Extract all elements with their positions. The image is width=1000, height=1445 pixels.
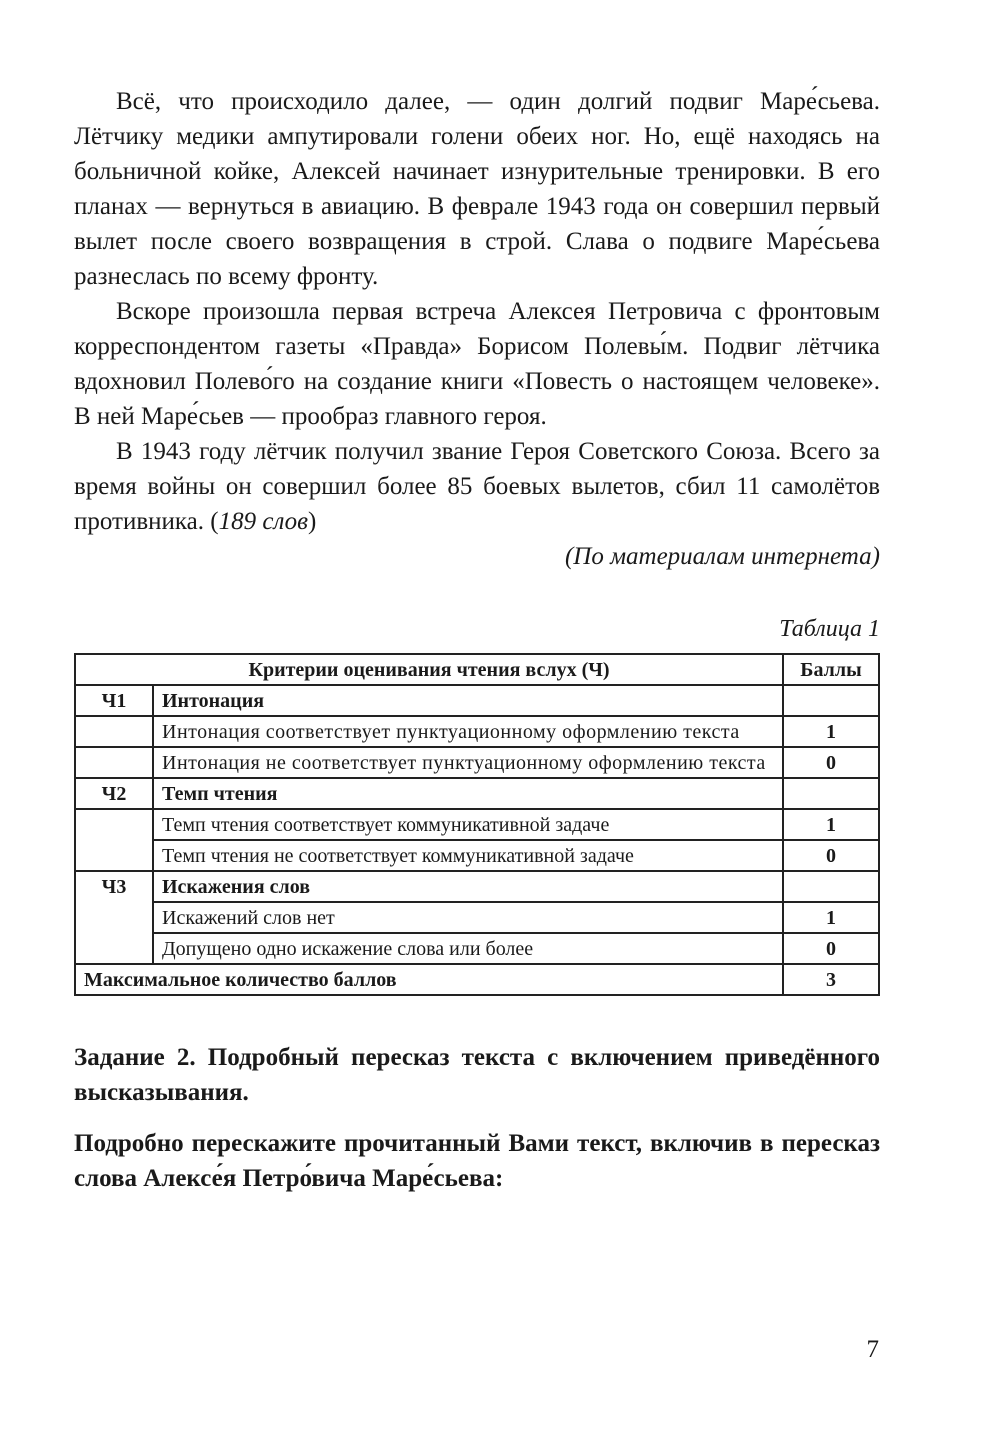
code-cell-empty (75, 809, 153, 840)
criterion-text: Допущено одно искажение слова или более (153, 933, 783, 964)
table-row (75, 871, 879, 902)
code-cell-empty (75, 747, 153, 778)
criterion-title: Темп чтения (153, 778, 783, 809)
header-criteria: Критерии оценивания чтения вслух (Ч) (75, 654, 783, 685)
table-row (75, 840, 879, 871)
score-cell (783, 685, 879, 716)
table-row (75, 716, 879, 747)
table-row (75, 778, 879, 809)
score-cell (783, 871, 879, 902)
source-citation: (По материалам интернета) (564, 543, 880, 570)
code-cell-empty (75, 902, 153, 933)
code-cell-empty (75, 840, 153, 871)
task-heading: Задание 2. Подробный пересказ текста с включением приведённого высказывания. (74, 1044, 880, 1106)
criterion-title: Искажения слов (153, 871, 783, 902)
paragraph-2: Вскоре произошла первая встреча Алексея Петровича с фронтовым корреспондентом газеты «Правда» Борисом Полевы́м. Подвиг лётчика вдохновил Полево́го на создание книги «Повесть о настоящем человеке». В ней Маре́сьев — прообраз главного героя. (74, 298, 880, 430)
criterion-text: Искажений слов нет (153, 902, 783, 933)
paragraph-1: Всё, что происходило далее, — один долгий подвиг Маре́сьева. Лётчику медики ампутировали голени обеих ног. Но, ещё находясь на больничной койке, Алексей начинает изнурительные тренировки. В его планах — вернуться в авиацию. В феврале 1943 года он совершил первый вылет после своего возвращения в строй. Слава о подвиге Маре́сьева разнеслась по всему фронту. (74, 88, 880, 290)
score-cell: 1 (783, 809, 879, 840)
score-cell: 0 (783, 840, 879, 871)
table-row (75, 933, 879, 964)
score-cell: 0 (783, 747, 879, 778)
score-cell: 1 (783, 902, 879, 933)
paragraph-3 (74, 434, 880, 539)
criterion-code: Ч2 (75, 778, 153, 809)
page-content (74, 84, 880, 1196)
total-score: 3 (783, 964, 879, 995)
criterion-code: Ч3 (75, 871, 153, 902)
criterion-title: Интонация (153, 685, 783, 716)
paragraph-3-close: ) (308, 508, 317, 535)
table-total-row (75, 964, 879, 995)
paragraph-3-text: В 1943 году лётчик получил звание Героя Советского Союза. Всего за время войны он совершил более 85 боевых вылетов, сбил 11 самолётов противника. ( (74, 438, 880, 535)
score-cell: 0 (783, 933, 879, 964)
criterion-code: Ч1 (75, 685, 153, 716)
criterion-text: Темп чтения не соответствует коммуникативной задаче (153, 840, 783, 871)
criterion-text: Темп чтения соответствует коммуникативной задаче (153, 809, 783, 840)
table-header-row (75, 654, 879, 685)
page-number: 7 (866, 1336, 879, 1363)
criteria-table (74, 653, 880, 996)
code-cell-empty (75, 933, 153, 964)
table-row (75, 685, 879, 716)
table-row (75, 809, 879, 840)
header-score: Баллы (783, 654, 879, 685)
table-row (75, 747, 879, 778)
word-count: 189 слов (218, 508, 309, 535)
criterion-text: Интонация не соответствует пунктуационному оформлению текста (153, 747, 783, 778)
code-cell-empty (75, 716, 153, 747)
criterion-text: Интонация соответствует пунктуационному оформлению текста (153, 716, 783, 747)
score-cell: 1 (783, 716, 879, 747)
total-label: Максимальное количество баллов (75, 964, 783, 995)
task-instruction: Подробно перескажите прочитанный Вами текст, включив в пересказ слова Алексе́я Петро́вича Маре́сьева: (74, 1130, 880, 1192)
table-row (75, 902, 879, 933)
table-caption: Таблица 1 (779, 616, 880, 642)
score-cell (783, 778, 879, 809)
